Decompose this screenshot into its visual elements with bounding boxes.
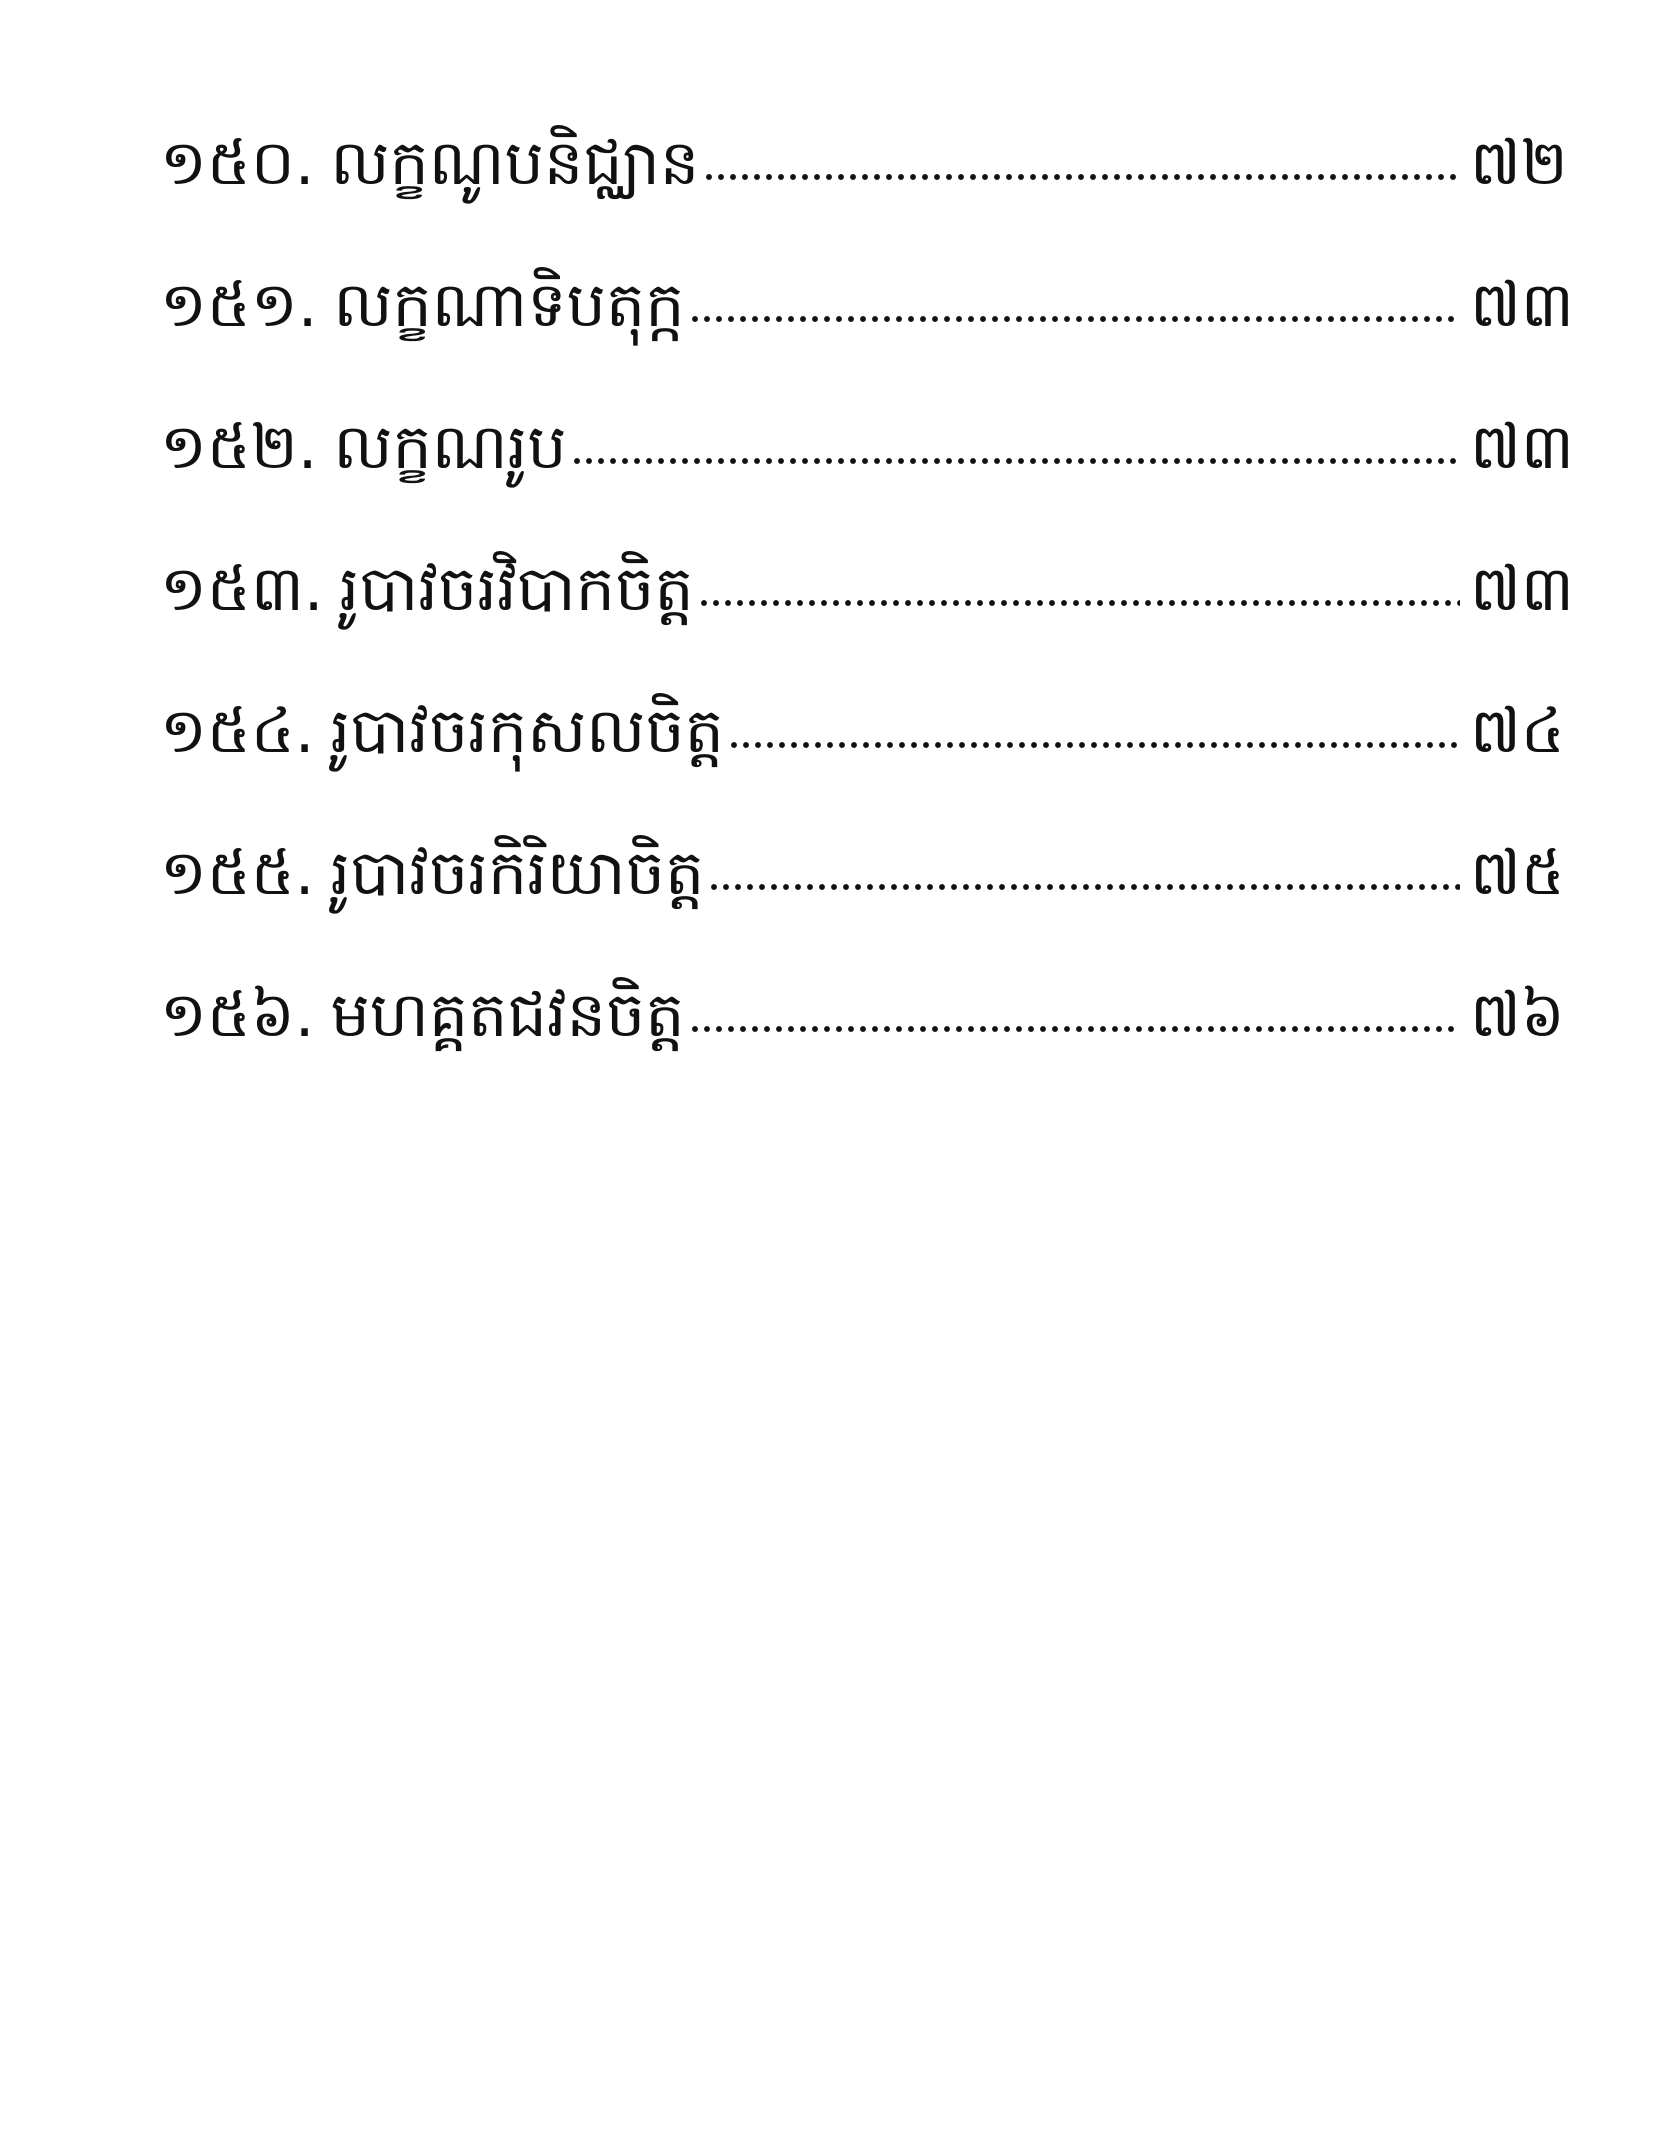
toc-entry-number: ១៥៤.: [160, 694, 315, 767]
dot-leader: [708, 882, 1460, 892]
toc-entry-title: រូបាវចរវិបាកចិត្ត: [339, 552, 694, 625]
toc-entry-number: ១៥៣.: [160, 552, 324, 625]
toc-entry-page: ៧៣: [1470, 552, 1574, 625]
toc-entry: [160, 194, 1574, 341]
toc-entry-page: ៧២: [1470, 126, 1568, 199]
dot-leader: [728, 740, 1460, 750]
toc-entry-number: ១៥០.: [160, 126, 315, 199]
toc-entry: [160, 52, 1568, 199]
toc-entry-page: ៧៤: [1470, 694, 1565, 767]
toc-entry-page: ៧៣: [1470, 268, 1574, 341]
toc-entry-title: លក្ខណាទិបតុក្ក: [333, 268, 685, 341]
toc-entry-page: ៧៦: [1470, 978, 1565, 1051]
dot-leader: [703, 172, 1460, 182]
toc-entry-number: ១៥៦.: [160, 978, 315, 1051]
toc-entry-number: ១៥១.: [160, 268, 318, 341]
toc-entry: [160, 336, 1574, 483]
toc-entry: [160, 478, 1574, 625]
toc-entry-number: ១៥៥.: [160, 836, 315, 909]
dot-leader: [689, 1024, 1460, 1034]
dot-leader: [689, 314, 1460, 324]
toc-entry-title: រូបាវចរកិរិយាចិត្ត: [330, 836, 705, 909]
toc-entry-page: ៧៣: [1470, 410, 1574, 483]
dot-leader: [698, 598, 1460, 608]
toc-entry-title: លក្ខណរូប: [333, 410, 567, 483]
toc-entry-title: រូបាវចរកុសលចិត្ត: [330, 694, 724, 767]
toc-entry-title: លក្ខណូបនិជ្ឈាន: [330, 126, 700, 199]
toc-entry-number: ១៥២.: [160, 410, 318, 483]
toc-entry: [160, 620, 1565, 767]
toc-entry-page: ៧៥: [1470, 836, 1565, 909]
dot-leader: [571, 456, 1460, 466]
toc-entry: [160, 904, 1565, 1051]
table-of-contents: [160, 52, 1574, 1051]
toc-entry-title: មហគ្គតជវនចិត្ត: [330, 978, 685, 1051]
toc-entry: [160, 762, 1565, 909]
